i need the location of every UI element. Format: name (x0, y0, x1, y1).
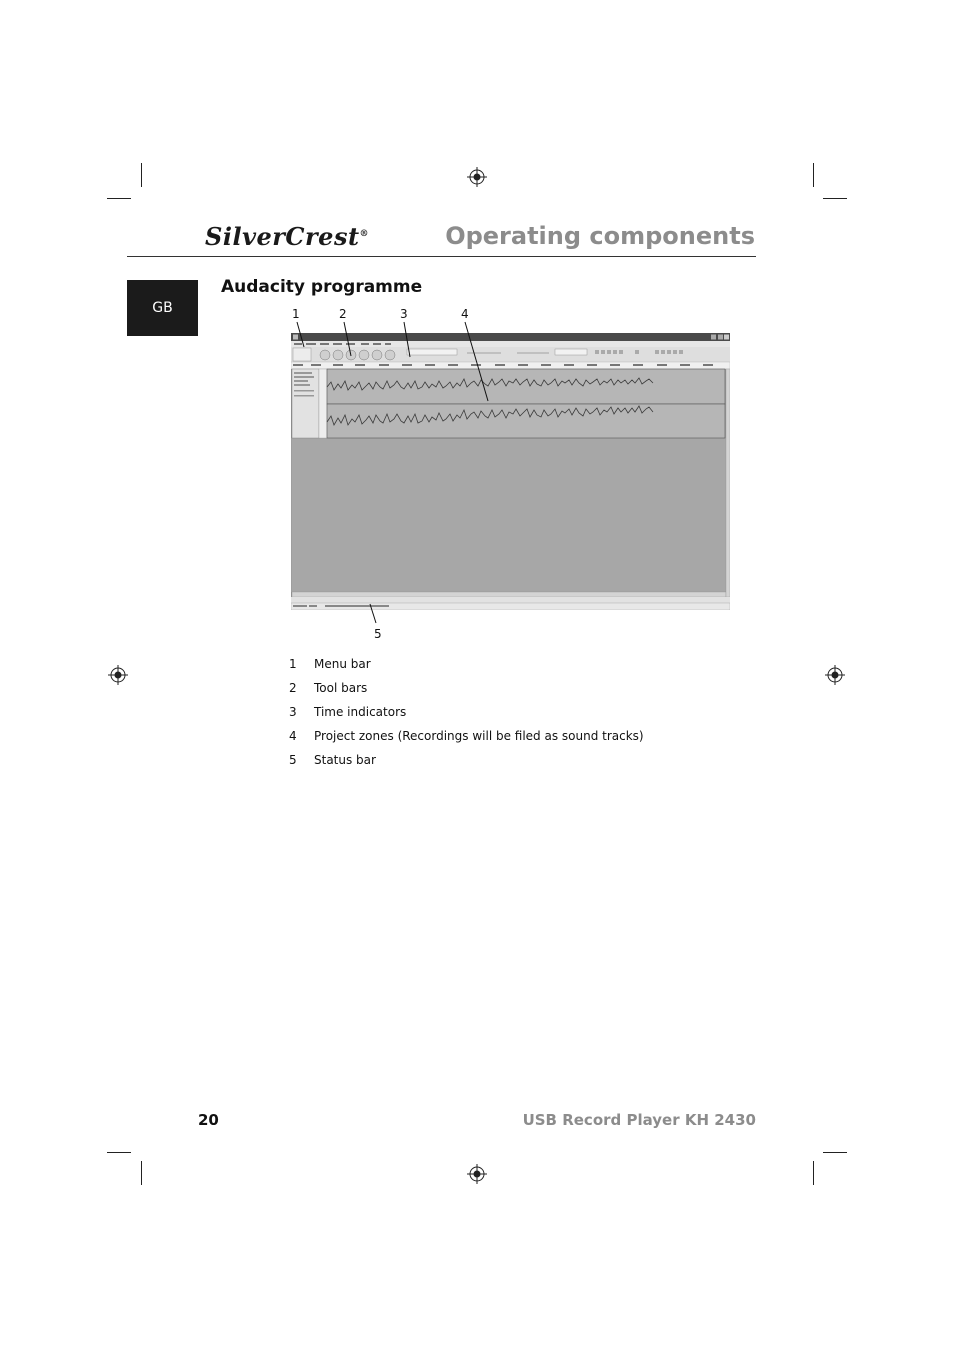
section-heading: Audacity programme (221, 277, 423, 297)
callout-3: 3 (400, 307, 408, 321)
legend-number: 2 (289, 681, 297, 695)
callout-4: 4 (461, 307, 469, 321)
callout-2: 2 (339, 307, 347, 321)
legend-number: 5 (289, 753, 297, 767)
product-name: USB Record Player KH 2430 (522, 1111, 756, 1129)
legend-text: Tool bars (314, 681, 368, 695)
language-tab-label: GB (152, 300, 173, 316)
legend-text: Menu bar (314, 657, 371, 671)
legend-number: 1 (289, 657, 297, 671)
callout-1: 1 (292, 307, 300, 321)
page-title: Operating components (445, 222, 755, 250)
legend-text: Project zones (Recordings will be filed as sound tracks) (314, 729, 644, 743)
page-number: 20 (198, 1111, 219, 1129)
callout-5: 5 (374, 627, 382, 641)
legend-text: Status bar (314, 753, 376, 767)
trademark-symbol: ® (359, 229, 370, 239)
legend-number: 3 (289, 705, 297, 719)
legend-number: 4 (289, 729, 297, 743)
legend-text: Time indicators (314, 705, 407, 719)
brand-name: SilverCrest (205, 222, 360, 251)
